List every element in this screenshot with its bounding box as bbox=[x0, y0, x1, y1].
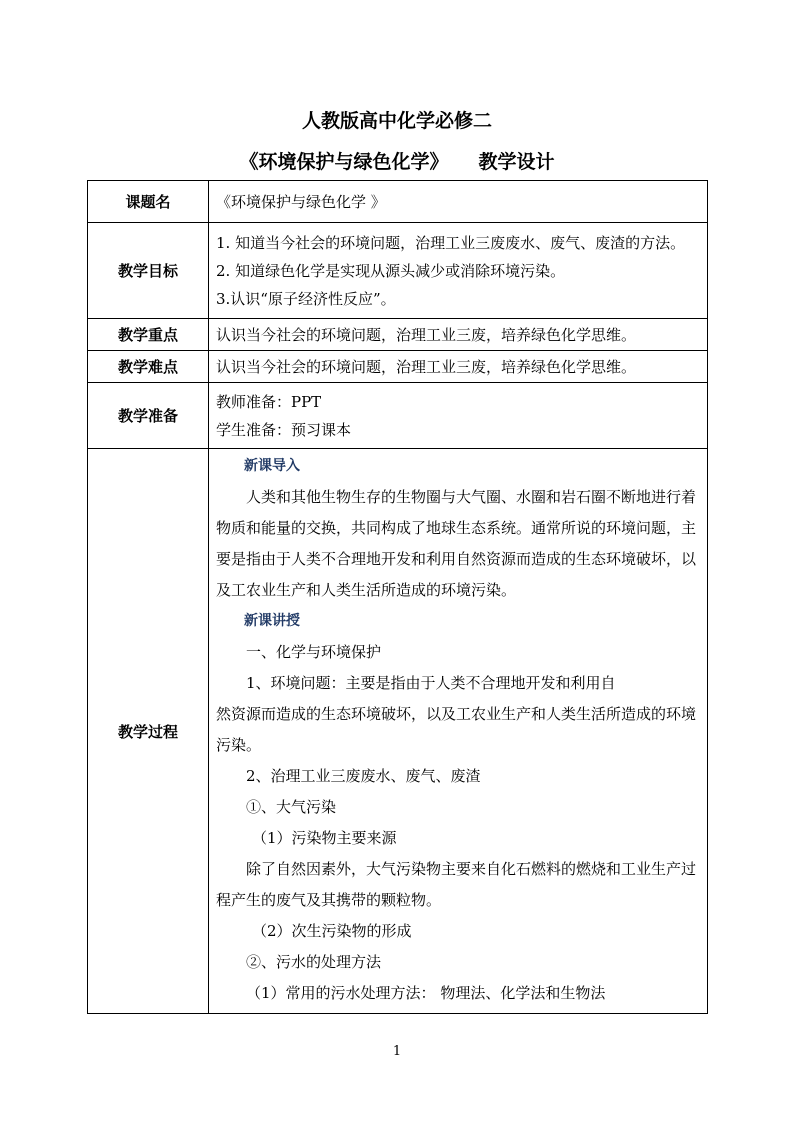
preparation-value bbox=[209, 383, 708, 449]
topic-value: 《环境保护与绿色化学 》 bbox=[209, 181, 708, 223]
goals-label: 教学目标 bbox=[88, 223, 209, 319]
goal-item: 1. 知道当今社会的环境问题，治理工业三废废水、废气、废渣的方法。 bbox=[216, 233, 686, 252]
process-label: 教学过程 bbox=[88, 449, 209, 1014]
goal-item: 3.认识“原子经济性反应”。 bbox=[216, 289, 396, 308]
air-pollution-item: ①、大气污染 bbox=[246, 798, 337, 816]
key-points-value: 认识当今社会的环境问题，治理工业三废，培养绿色化学思维。 bbox=[209, 319, 708, 351]
page-number: 1 bbox=[392, 1044, 402, 1059]
sewage-methods-item: （1）常用的污水处理方法： 物理法、化学法和生物法 bbox=[246, 984, 606, 1002]
difficult-points-value: 认识当今社会的环境问题，治理工业三废，培养绿色化学思维。 bbox=[209, 351, 708, 383]
difficult-points-label: 教学难点 bbox=[88, 351, 209, 383]
environment-problem-line: 1、环境问题：主要是指由于人类不合理地开发和利用自 bbox=[246, 674, 616, 692]
key-points-label: 教学重点 bbox=[88, 319, 209, 351]
table-row-key-points bbox=[88, 319, 708, 351]
intro-heading: 新课导入 bbox=[244, 458, 300, 474]
table-row-difficult-points bbox=[88, 351, 708, 383]
waste-treatment-item: 2、治理工业三废废水、废气、废渣 bbox=[246, 767, 481, 785]
teacher-preparation: 教师准备：PPT bbox=[216, 392, 322, 411]
table-row-preparation bbox=[88, 383, 708, 449]
goal-item: 2. 知道绿色化学是实现从源头减少或消除环境污染。 bbox=[216, 261, 566, 280]
pollution-source-item: （1）污染物主要来源 bbox=[252, 829, 397, 847]
lesson-plan-table bbox=[87, 180, 708, 1014]
subtitle-course-name: 《环境保护与绿色化学》 bbox=[239, 151, 449, 173]
lecture-heading: 新课讲授 bbox=[244, 613, 300, 629]
process-value bbox=[209, 449, 708, 1014]
goals-value bbox=[209, 223, 708, 319]
document-subtitle bbox=[0, 147, 794, 174]
table-row-goals bbox=[88, 223, 708, 319]
student-preparation: 学生准备：预习课本 bbox=[216, 420, 352, 439]
preparation-label: 教学准备 bbox=[88, 383, 209, 449]
sewage-treatment-item: ②、污水的处理方法 bbox=[246, 953, 382, 971]
subtitle-doc-type: 教学设计 bbox=[478, 151, 555, 173]
section-heading: 一、化学与环境保护 bbox=[246, 643, 382, 661]
secondary-pollutant-item: （2）次生污染物的形成 bbox=[252, 922, 412, 940]
document-title: 人教版高中化学必修二 bbox=[301, 110, 492, 132]
environment-problem-continued: 然资源而造成的生态环境破坏，以及工农业生产和人类生活所造成的环境污染。 bbox=[216, 705, 697, 754]
topic-label: 课题名 bbox=[88, 181, 209, 223]
table-row-process bbox=[88, 449, 708, 1014]
intro-paragraph: 人类和其他生物生存的生物圈与大气圈、水圈和岩石圈不断地进行着物质和能量的交换，共同构成了地球生态系统。通常所说的环境问题，主要是指由于人类不合理地开发和利用自然资源而造成的生态环境破坏，以及工农业生产和人类生活所造成的环境污染。 bbox=[216, 488, 697, 599]
table-row-topic bbox=[88, 181, 708, 223]
pollution-source-paragraph: 除了自然因素外，大气污染物主要来自化石燃料的燃烧和工业生产过程产生的废气及其携带的颗粒物。 bbox=[216, 860, 697, 909]
